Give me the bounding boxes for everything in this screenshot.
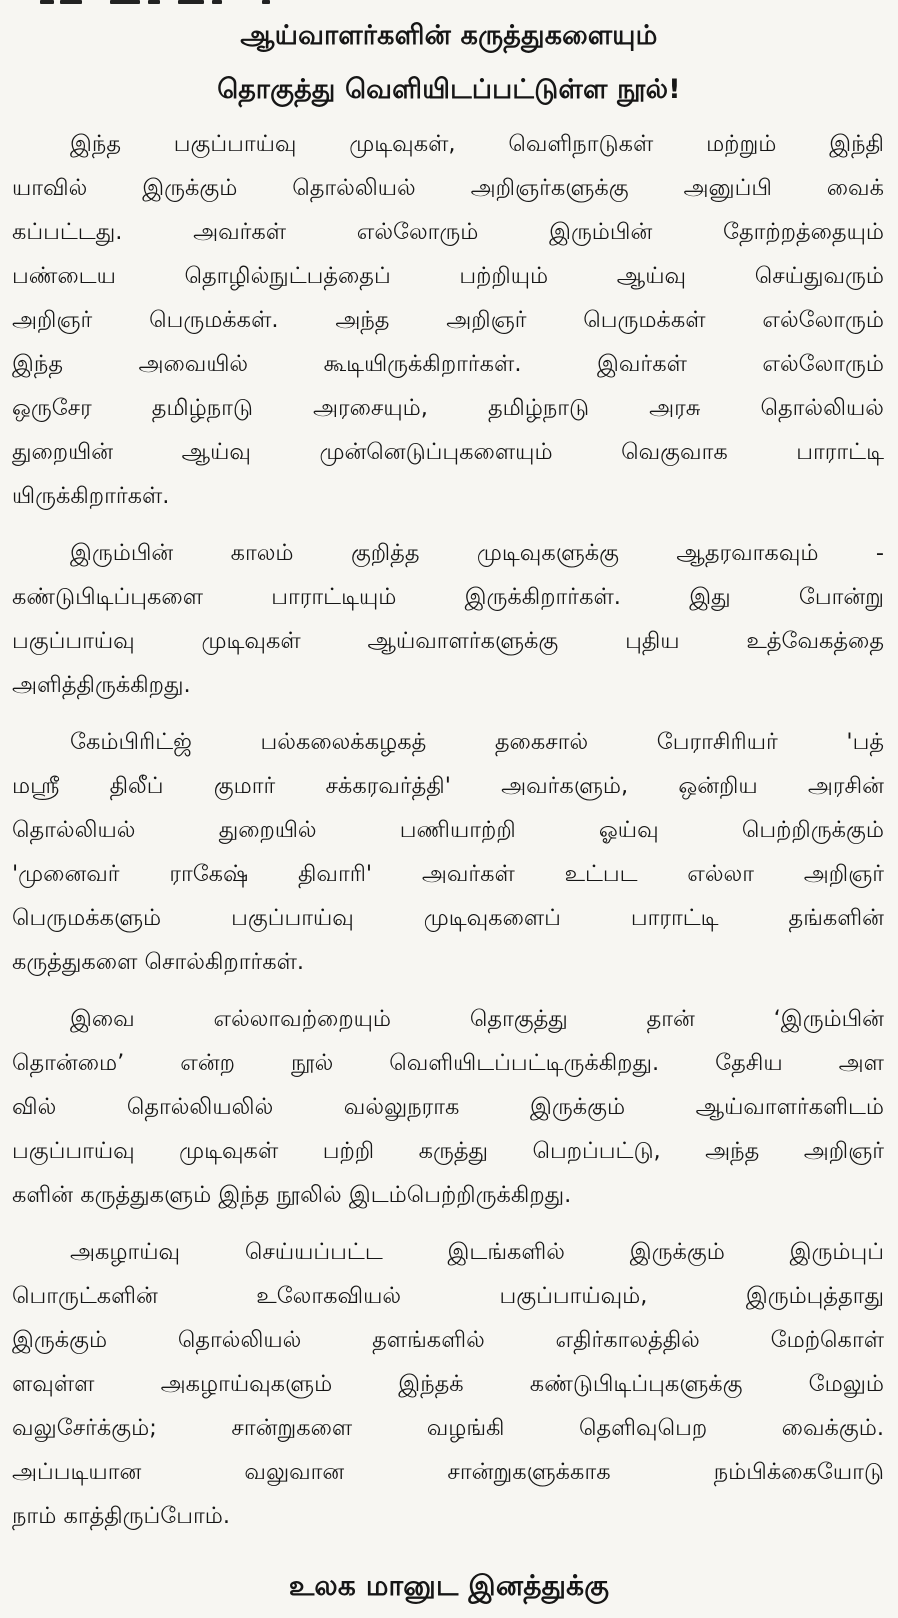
paragraph-4 — [12, 997, 884, 1217]
paragraph-5 — [12, 1230, 884, 1538]
text-line: இருக்கும் தொல்லியல் தளங்களில் எதிர்காலத்தில் மேற்கொள் — [12, 1327, 884, 1353]
text-line: ஒருசேர தமிழ்நாடு அரசையும், தமிழ்நாடு அரசு தொல்லியல் — [12, 395, 884, 421]
text-line: பெருமக்களும் பகுப்பாய்வு முடிவுகளைப் பாராட்டி தங்களின் — [12, 905, 884, 931]
text-line: தொல்லியல் துறையில் பணியாற்றி ஓய்வு பெற்றிருக்கும் — [12, 817, 884, 843]
cropped-top-text-fragment — [0, 0, 898, 10]
paragraph-3 — [12, 720, 884, 984]
text-line: யிருக்கிறார்கள். — [12, 483, 170, 509]
paragraph-2 — [12, 531, 884, 707]
text-line: இந்த பகுப்பாய்வு முடிவுகள், வெளிநாடுகள் மற்றும் இந்தி — [70, 131, 884, 157]
text-line: யாவில் இருக்கும் தொல்லியல் அறிஞர்களுக்கு அனுப்பி வைக் — [12, 175, 884, 201]
text-line: கேம்பிரிட்ஜ் பல்கலைக்கழகத் தகைசால் பேராசிரியர் 'பத் — [70, 729, 884, 755]
text-line: அறிஞர் பெருமக்கள். அந்த அறிஞர் பெருமக்கள் எல்லோரும் — [12, 307, 884, 333]
text-line: 'முனைவர் ராகேஷ் திவாரி' அவர்கள் உட்பட எல்லா அறிஞர் — [12, 861, 884, 887]
text-line: கப்பட்டது. அவர்கள் எல்லோரும் இரும்பின் தோற்றத்தையும் — [12, 219, 884, 245]
text-line: வலுசேர்க்கும்; சான்றுகளை வழங்கி தெளிவுபெற வைக்கும். — [12, 1415, 884, 1441]
text-line: வில் தொல்லியலில் வல்லுநராக இருக்கும் ஆய்வாளர்களிடம் — [12, 1094, 884, 1120]
text-line: தொன்மை’ என்ற நூல் வெளியிடப்பட்டிருக்கிறது. தேசிய அள — [12, 1050, 884, 1076]
text-line: அப்படியான வலுவான சான்றுகளுக்காக நம்பிக்கையோடு — [12, 1459, 884, 1485]
text-line: ளவுள்ள அகழாய்வுகளும் இந்தக் கண்டுபிடிப்புகளுக்கு மேலும் — [12, 1371, 884, 1397]
text-line: கண்டுபிடிப்புகளை பாராட்டியும் இருக்கிறார்கள். இது போன்று — [12, 584, 884, 610]
text-line: மஸ்ரீ திலீப் குமார் சக்கரவர்த்தி' அவர்களும், ஒன்றிய அரசின் — [12, 773, 884, 799]
text-line: இந்த அவையில் கூடியிருக்கிறார்கள். இவர்கள் எல்லோரும் — [12, 351, 884, 377]
next-section-heading: உலக மானுட இனத்துக்கு — [288, 1569, 610, 1602]
text-line: பகுப்பாய்வு முடிவுகள் பற்றி கருத்து பெறப்பட்டு, அந்த அறிஞர் — [12, 1138, 884, 1164]
text-line: பகுப்பாய்வு முடிவுகள் ஆய்வாளர்களுக்கு புதிய உத்வேகத்தை — [12, 628, 884, 654]
text-line: துறையின் ஆய்வு முன்னெடுப்புகளையும் வெகுவாக பாராட்டி — [12, 439, 884, 465]
subheading-line-2: தொகுத்து வெளியிடப்பட்டுள்ள நூல்! — [217, 74, 681, 105]
text-line: பண்டைய தொழில்நுட்பத்தைப் பற்றியும் ஆய்வு செய்துவரும் — [12, 263, 884, 289]
subheading-line-1: ஆய்வாளர்களின் கருத்துகளையும் — [240, 20, 658, 51]
text-line: இவை எல்லாவற்றையும் தொகுத்து தான் ‘இரும்பின் — [70, 1006, 884, 1032]
text-line: அளித்திருக்கிறது. — [12, 672, 191, 698]
paragraph-1 — [12, 122, 884, 518]
text-line: இரும்பின் காலம் குறித்த முடிவுகளுக்கு ஆதரவாகவும் - — [70, 540, 884, 566]
text-line: களின் கருத்துகளும் இந்த நூலில் இடம்பெற்றிருக்கிறது. — [12, 1182, 572, 1208]
article-body — [12, 122, 884, 1551]
text-line: கருத்துகளை சொல்கிறார்கள். — [12, 949, 305, 975]
text-line: அகழாய்வு செய்யப்பட்ட இடங்களில் இருக்கும் இரும்புப் — [70, 1239, 884, 1265]
text-line: பொருட்களின் உலோகவியல் பகுப்பாய்வும், இரும்புத்தாது — [12, 1283, 884, 1309]
text-line: நாம் காத்திருப்போம். — [12, 1503, 231, 1529]
